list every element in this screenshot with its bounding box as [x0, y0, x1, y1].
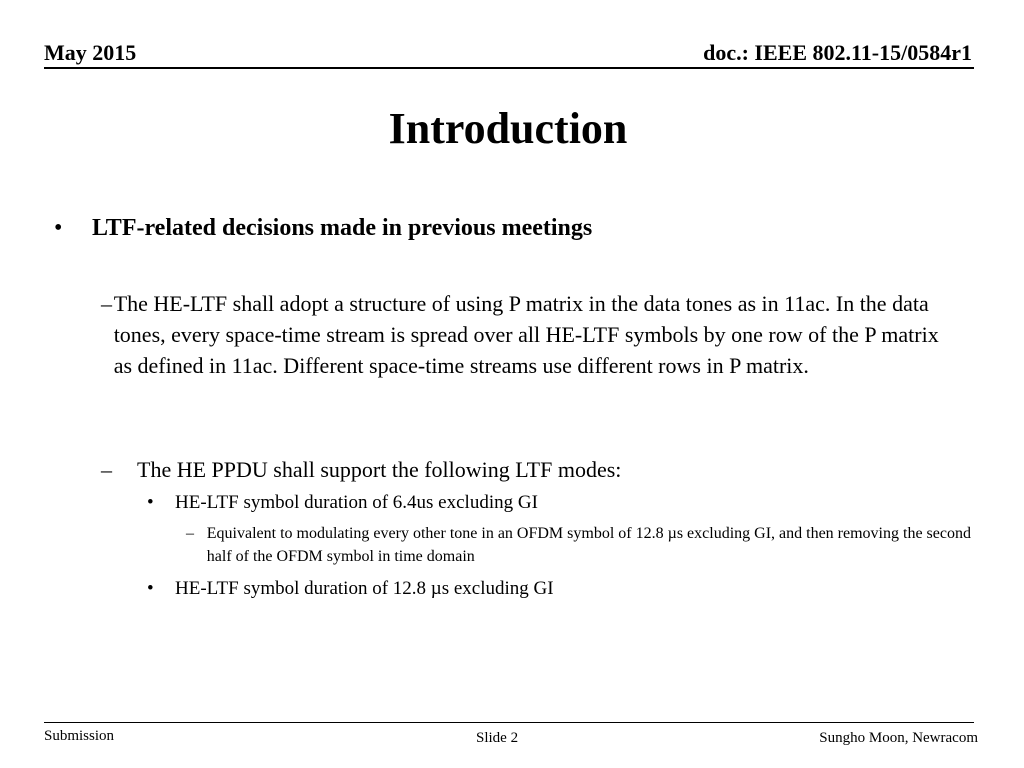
header-doc-id: doc.: IEEE 802.11-15/0584r1	[703, 40, 972, 65]
bullet-level-1	[54, 212, 592, 244]
dash-marker: –	[186, 525, 194, 542]
sub-bullet-p-matrix	[101, 288, 941, 381]
mode-item-12-8us	[147, 576, 947, 602]
mode-item-text: HE-LTF symbol duration of 12.8 µs excluding GI	[175, 578, 554, 599]
dash-marker: –	[101, 457, 112, 482]
bullet-marker: •	[54, 215, 63, 241]
mode-item-detail-text: Equivalent to modulating every other tone in an OFDM symbol of 12.8 µs excluding GI, and then removing the second half of the OFDM symbol in time domain	[206, 525, 971, 565]
slide-title: Introduction	[388, 104, 628, 153]
sub-bullet-text: The HE-LTF shall adopt a structure of using P matrix in the data tones as in 11ac. In the data tones, every space-time stream is spread over all HE-LTF symbols by one row of the P matrix as defined in 11ac. Different space-time streams use different rows in P matrix.	[113, 291, 939, 378]
footer-submission: Submission	[44, 728, 115, 744]
bullet-text: LTF-related decisions made in previous meetings	[92, 215, 593, 241]
bullet-marker: •	[147, 492, 154, 513]
footer-author: Sungho Moon, Newracom	[819, 730, 978, 746]
sub-bullet-text: The HE PPDU shall support the following LTF modes:	[137, 457, 622, 482]
footer-divider	[44, 722, 974, 723]
mode-item-detail	[186, 522, 976, 568]
mode-item-text: HE-LTF symbol duration of 6.4us excluding GI	[175, 492, 538, 513]
header-divider	[44, 67, 974, 69]
dash-marker: –	[101, 291, 112, 316]
bullet-marker: •	[147, 578, 154, 599]
header-date: May 2015	[44, 40, 137, 65]
mode-item-6-4us	[147, 490, 947, 516]
sub-bullet-ltf-modes	[101, 454, 941, 485]
footer-slide-number: Slide 2	[476, 730, 519, 746]
